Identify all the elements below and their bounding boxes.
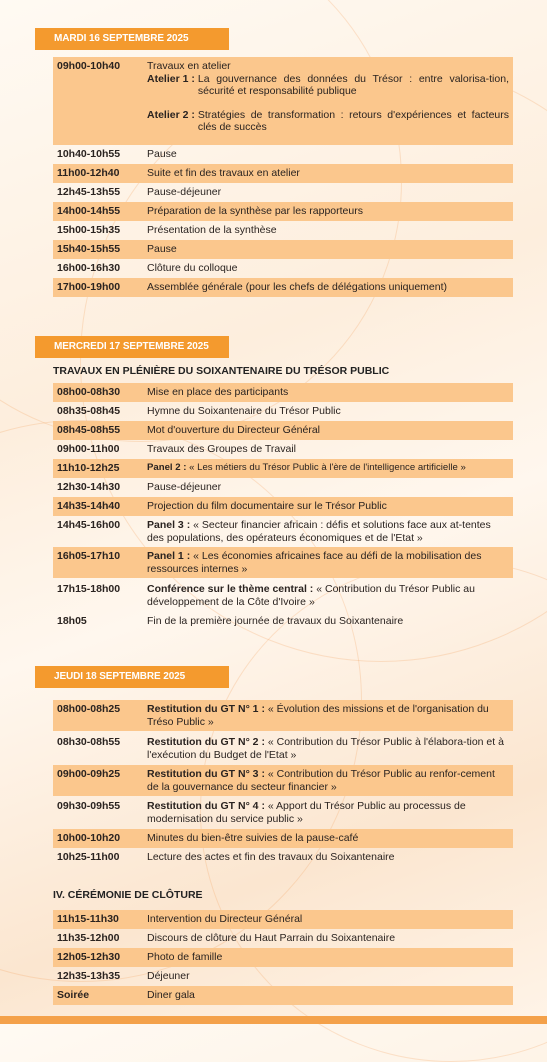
activity: Diner gala <box>147 989 195 1001</box>
schedule-row <box>53 547 513 578</box>
time-slot: 14h45-16h00 <box>57 519 121 531</box>
schedule-row <box>53 929 513 948</box>
activity: Photo de famille <box>147 951 223 963</box>
time-slot: Soirée <box>57 989 90 1001</box>
time-slot: 09h30-09h55 <box>57 800 121 812</box>
schedule-row <box>53 478 513 497</box>
day1-header: MARDI 16 SEPTEMBRE 2025 <box>35 28 229 50</box>
time-slot: 11h10-12h25 <box>57 462 120 474</box>
activity-text: « Contribution du Trésor Public à l'élabora-tion et à l'exécution du Budget de l'Etat » <box>147 736 504 761</box>
activity-text: « Apport du Trésor Public au processus de modernisation du service public » <box>147 800 466 825</box>
activity-bold: Restitution du GT N° 2 : <box>147 736 265 748</box>
schedule-row <box>53 829 513 848</box>
schedule-row <box>53 986 513 1005</box>
activity: Discours de clôture du Haut Parrain du Soixantenaire <box>147 932 396 944</box>
activity-text: Mise en place des participants <box>147 386 289 398</box>
schedule-row <box>53 967 513 986</box>
activity: Suite et fin des travaux en atelier <box>147 167 300 179</box>
activity: Pause-déjeuner <box>147 186 222 198</box>
activity: Intervention du Directeur Général <box>147 913 303 925</box>
schedule-row <box>53 612 513 631</box>
activity <box>147 405 509 418</box>
activity-text: « Évolution des missions et de l'organisation du Tréso Public » <box>147 703 489 728</box>
closing-section-title: IV. CÉRÉMONIE DE CLÔTURE <box>53 889 203 901</box>
time-slot: 08h00-08h30 <box>57 386 121 398</box>
time-slot: 18h05 <box>57 615 87 627</box>
time-slot: 09h00-11h00 <box>57 443 120 455</box>
atelier-2-label: Atelier 2 : <box>147 108 195 121</box>
time-slot: 10h00-10h20 <box>57 832 121 844</box>
schedule-row <box>53 202 513 221</box>
activity: Pause <box>147 243 177 255</box>
activity-bold: Conférence sur le thème central : <box>147 583 314 595</box>
time-slot: 08h30-08h55 <box>57 736 121 748</box>
time-slot: 11h00-12h40 <box>57 167 120 179</box>
time-slot: 10h25-11h00 <box>57 851 120 863</box>
bottom-accent-bar <box>0 1016 547 1024</box>
time-slot: 12h35-13h35 <box>57 970 121 982</box>
activity-bold: Restitution du GT N° 1 : <box>147 703 265 715</box>
time-slot: 09h00-09h25 <box>57 768 121 780</box>
activity-bold: Panel 2 : <box>147 462 187 473</box>
activity-bold: Panel 3 : <box>147 519 191 531</box>
atelier-2 <box>147 109 509 134</box>
activity-text: « Les métiers du Trésor Public à l'ère de l'intelligence artificielle » <box>186 462 466 473</box>
schedule-row <box>53 733 513 764</box>
atelier-2-text: Stratégies de transformation : retours d'expériences et facteurs clés de succès <box>197 108 509 133</box>
atelier-1-text: La gouvernance des données du Trésor : entre valorisa-tion, sécurité et responsabilité publique <box>197 72 509 97</box>
activity: Clôture du colloque <box>147 262 238 274</box>
activity <box>147 736 509 761</box>
schedule-row-atelier <box>53 57 513 145</box>
activity-text: Fin de la première journée de travaux du Soixantenaire <box>147 615 404 627</box>
activity: Préparation de la synthèse par les rapporteurs <box>147 205 363 217</box>
activity <box>147 519 509 544</box>
activity-text: Hymne du Soixantenaire du Trésor Public <box>147 405 341 417</box>
activity: Déjeuner <box>147 970 190 982</box>
day2-header: MERCREDI 17 SEPTEMBRE 2025 <box>35 336 229 358</box>
time-slot: 12h05-12h30 <box>57 951 121 963</box>
atelier-block <box>147 60 509 142</box>
activity <box>147 800 509 825</box>
time-slot: 10h40-10h55 <box>57 148 121 160</box>
activity <box>147 386 509 399</box>
activity: Pause <box>147 148 177 160</box>
time-slot: 09h00-10h40 <box>57 60 121 72</box>
activity <box>147 615 509 628</box>
time-slot: 15h00-15h35 <box>57 224 121 236</box>
activity-bold: Panel 1 : <box>147 550 191 562</box>
activity-text: « Secteur financier africain : défis et solutions face aux at-tentes des populations, des opérateurs économiques et de l'Etat » <box>147 519 491 544</box>
schedule-row <box>53 459 513 478</box>
activity <box>147 550 509 575</box>
activity-text: Projection du film documentaire sur le Trésor Public <box>147 500 387 512</box>
time-slot: 16h00-16h30 <box>57 262 121 274</box>
schedule-row <box>53 145 513 164</box>
activity-text: « Contribution du Trésor Public au renfor-cement de la gouvernance du secteur financier » <box>147 768 495 793</box>
schedule-row <box>53 402 513 421</box>
atelier-1 <box>147 73 509 98</box>
activity: Présentation de la synthèse <box>147 224 277 236</box>
activity <box>147 851 509 864</box>
time-slot: 14h35-14h40 <box>57 500 121 512</box>
time-slot: 12h45-13h55 <box>57 186 121 198</box>
activity-text: Pause-déjeuner <box>147 481 222 493</box>
atelier-intro: Travaux en atelier <box>147 60 231 72</box>
time-slot: 08h35-08h45 <box>57 405 121 417</box>
schedule-row <box>53 580 513 611</box>
day3-header: JEUDI 18 SEPTEMBRE 2025 <box>35 666 229 688</box>
activity-bold: Restitution du GT N° 4 : <box>147 800 265 812</box>
activity-bold: Restitution du GT N° 3 : <box>147 768 265 780</box>
schedule-row <box>53 278 513 297</box>
activity-text: Minutes du bien-être suivies de la pause-café <box>147 832 359 844</box>
schedule-row <box>53 765 513 796</box>
schedule-row <box>53 259 513 278</box>
time-slot: 08h00-08h25 <box>57 703 121 715</box>
schedule-row <box>53 421 513 440</box>
schedule-row <box>53 183 513 202</box>
activity-text: « Contribution du Trésor Public au développement de la Côte d'Ivoire » <box>147 583 475 608</box>
time-slot: 08h45-08h55 <box>57 424 121 436</box>
schedule-row <box>53 440 513 459</box>
activity-text: Travaux des Groupes de Travail <box>147 443 297 455</box>
activity <box>147 462 509 475</box>
time-slot: 15h40-15h55 <box>57 243 121 255</box>
time-slot: 17h00-19h00 <box>57 281 121 293</box>
activity <box>147 443 509 456</box>
activity: Assemblée générale (pour les chefs de délégations uniquement) <box>147 281 448 293</box>
section-title: TRAVAUX EN PLÉNIÈRE DU SOIXANTENAIRE DU TRÉSOR PUBLIC <box>53 365 390 377</box>
schedule-row <box>53 240 513 259</box>
activity <box>147 768 509 793</box>
activity-text: « Les économies africaines face au défi de la mobilisation des ressources internes » <box>147 550 482 575</box>
activity <box>147 703 509 728</box>
schedule-row <box>53 948 513 967</box>
time-slot: 11h35-12h00 <box>57 932 120 944</box>
activity <box>147 583 509 608</box>
schedule-row <box>53 516 513 547</box>
schedule-row <box>53 797 513 828</box>
atelier-1-label: Atelier 1 : <box>147 72 195 85</box>
schedule-row <box>53 497 513 516</box>
schedule-row <box>53 910 513 929</box>
time-slot: 16h05-17h10 <box>57 550 121 562</box>
time-slot: 12h30-14h30 <box>57 481 121 493</box>
schedule-row <box>53 700 513 731</box>
activity-text: Lecture des actes et fin des travaux du Soixantenaire <box>147 851 395 863</box>
activity <box>147 481 509 494</box>
time-slot: 17h15-18h00 <box>57 583 121 595</box>
activity <box>147 500 509 513</box>
schedule-row <box>53 848 513 867</box>
schedule-row <box>53 383 513 402</box>
schedule-row <box>53 164 513 183</box>
time-slot: 14h00-14h55 <box>57 205 121 217</box>
activity <box>147 424 509 437</box>
activity-text: Mot d'ouverture du Directeur Général <box>147 424 321 436</box>
activity <box>147 832 509 845</box>
schedule-row <box>53 221 513 240</box>
time-slot: 11h15-11h30 <box>57 913 119 925</box>
